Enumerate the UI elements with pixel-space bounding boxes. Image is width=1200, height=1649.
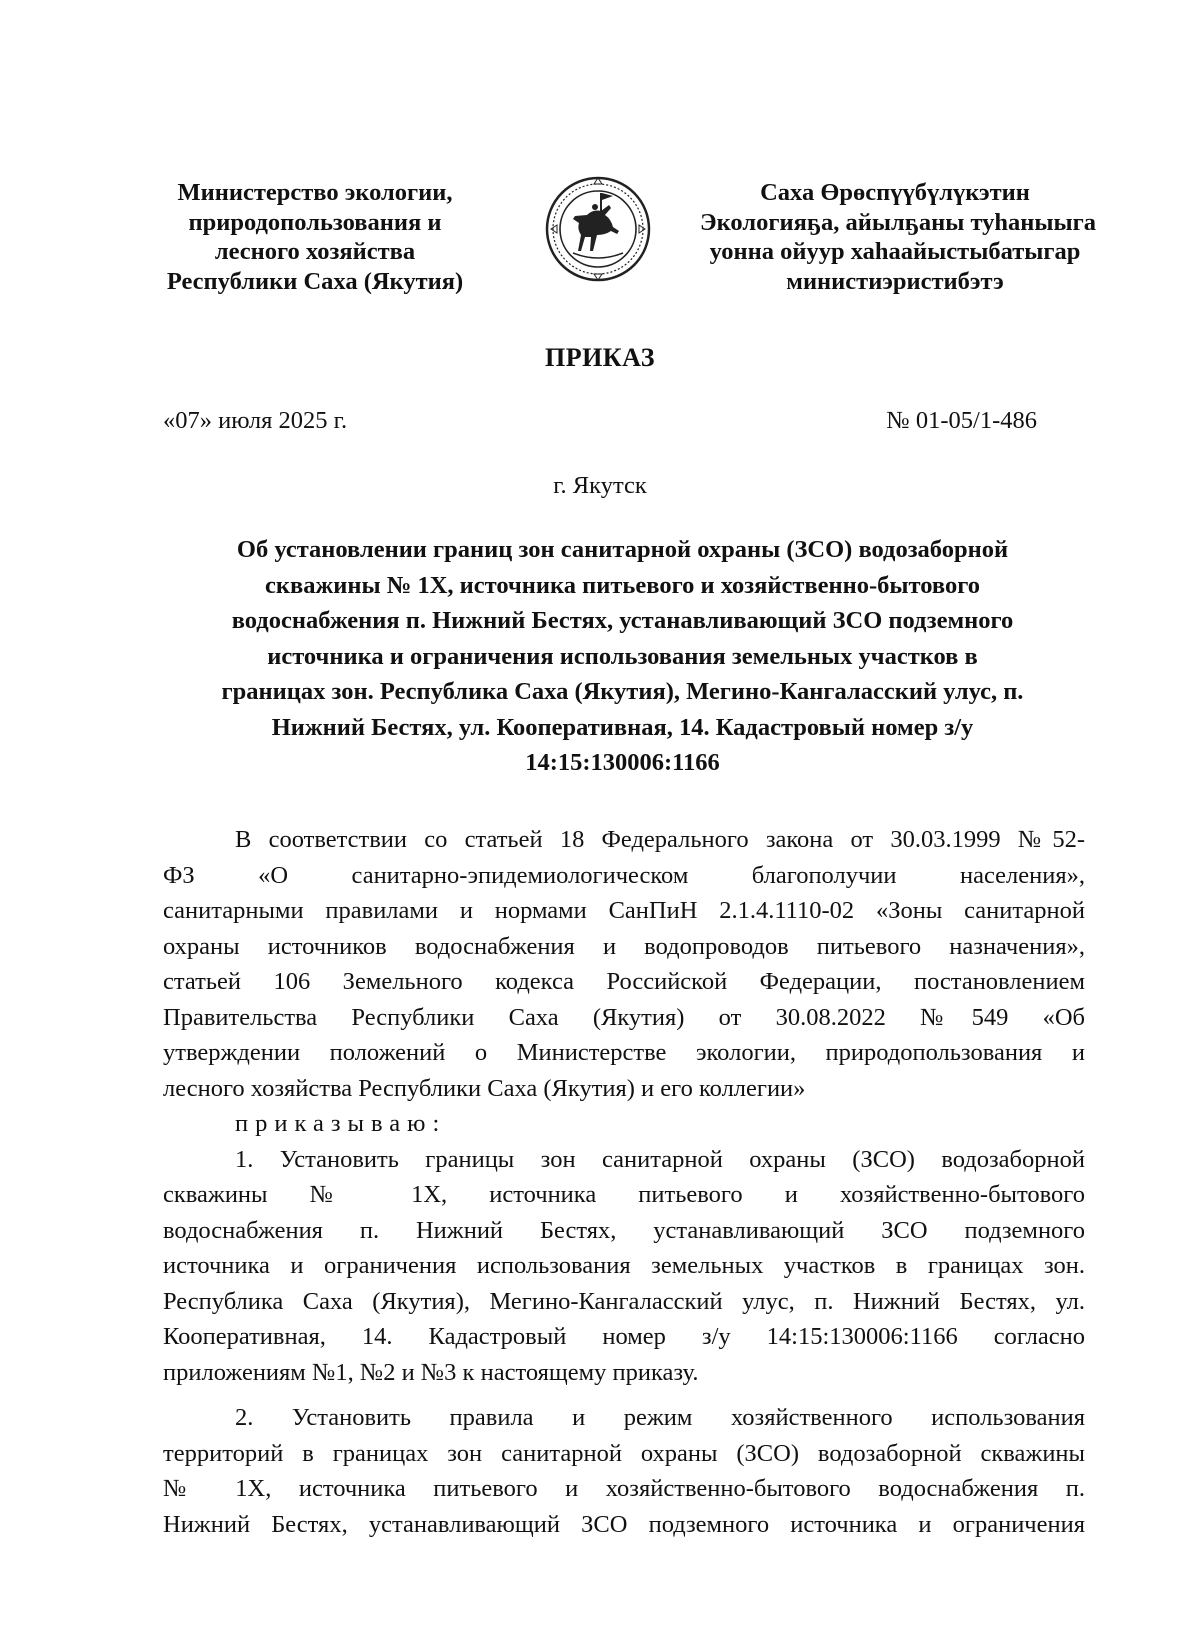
document-subject (160, 532, 1085, 781)
ministry-name-line: министиэристибэтэ (786, 267, 1004, 295)
body-line: скважины № 1Х, источника питьевого и хозяйственно-бытового (163, 1181, 1085, 1208)
order-item-1 (163, 1142, 1085, 1391)
ministry-name-line: Экологияҕа, айылҕаны туһаныыга (700, 208, 1097, 236)
ministry-name-line: Республики Саха (Якутия) (166, 267, 464, 295)
body-line: Кооперативная, 14. Кадастровый номер з/у 14:15:130006:1166 согласно (163, 1323, 1085, 1350)
subject-line: источника и ограничения использования земельных участков в (267, 642, 978, 670)
coat-of-arms-emblem-icon (543, 175, 653, 283)
document-body (163, 822, 1085, 1542)
body-line: Правительства Республики Саха (Якутия) от 30.08.2022 №549 «Об (163, 1003, 1085, 1031)
body-line: источника и ограничения использования земельных участков в границах зон. (163, 1252, 1085, 1279)
document-title: ПРИКАЗ (544, 343, 656, 372)
body-line: приложениям №1, №2 и №3 к настоящему приказу. (163, 1358, 699, 1386)
ministry-name-line: Министерство экологии, (177, 179, 453, 206)
order-item-2 (163, 1400, 1085, 1542)
body-line: 1. Установить границы зон санитарной охраны (ЗСО) водозаборной (235, 1145, 1085, 1173)
body-line: ФЗ «О санитарно-эпидемиологическом благополучии населения», (163, 861, 1085, 889)
body-line: статьей 106 Земельного кодекса Российской Федерации, постановлением (163, 968, 1085, 995)
subject-line: Об установлении границ зон санитарной охраны (ЗСО) водозаборной (236, 536, 1009, 563)
document-city: г. Якутск (553, 472, 647, 499)
document-number: № 01-05/1-486 (886, 407, 1037, 434)
preamble-paragraph (163, 822, 1085, 1106)
order-word: приказываю: (235, 1110, 447, 1137)
ministry-name-line: Саха Өрөспүүбүлүкэтин (760, 179, 1030, 206)
paragraph-gap (163, 1390, 1085, 1400)
subject-line: скважины № 1Х, источника питьевого и хозяйственно-бытового (265, 571, 980, 599)
ministry-name-line: природопользования и (188, 208, 442, 236)
body-line: охраны источников водоснабжения и водопроводов питьевого назначения», (163, 932, 1085, 960)
document-date: «07» июля 2025 г. (163, 407, 348, 434)
body-line: водоснабжения п. Нижний Бестях, устанавливающий ЗСО подземного (163, 1216, 1085, 1244)
subject-line: Нижний Бестях, ул. Кооперативная, 14. Кадастровый номер з/у (271, 713, 974, 741)
body-line: 2. Установить правила и режим хозяйственного использования (235, 1404, 1085, 1431)
ministry-name-line: уонна ойуур хаһаайыстыбатыгар (709, 238, 1081, 265)
body-line: территорий в границах зон санитарной охраны (ЗСО) водозаборной скважины (163, 1439, 1085, 1467)
subject-line: границах зон. Республика Саха (Якутия), Мегино-Кангаласский улус, п. (221, 678, 1024, 705)
ministry-name-line: лесного хозяйства (214, 238, 416, 265)
body-line: Республика Саха (Якутия), Мегино-Кангаласский улус, п. Нижний Бестях, ул. (163, 1287, 1085, 1315)
body-line: утверждении положений о Министерстве экологии, природопользования и (163, 1039, 1085, 1066)
ministry-name-russian (150, 178, 480, 296)
body-line: санитарными правилами и нормами СанПиН 2.1.4.1110-02 «Зоны санитарной (163, 897, 1085, 924)
body-line: В соответствии со статьей 18 Федерального закона от 30.03.1999 №52- (235, 826, 1085, 853)
body-line: № 1Х, источника питьевого и хозяйственно-бытового водоснабжения п. (163, 1475, 1085, 1502)
body-line: Нижний Бестях, устанавливающий ЗСО подземного источника и ограничения (163, 1510, 1085, 1538)
subject-line: 14:15:130006:1166 (525, 749, 720, 776)
body-line: лесного хозяйства Республики Саха (Якутия) и его коллегии» (163, 1074, 806, 1102)
subject-line: водоснабжения п. Нижний Бестях, устанавливающий ЗСО подземного (231, 607, 1014, 634)
ministry-name-yakut (700, 178, 1097, 296)
